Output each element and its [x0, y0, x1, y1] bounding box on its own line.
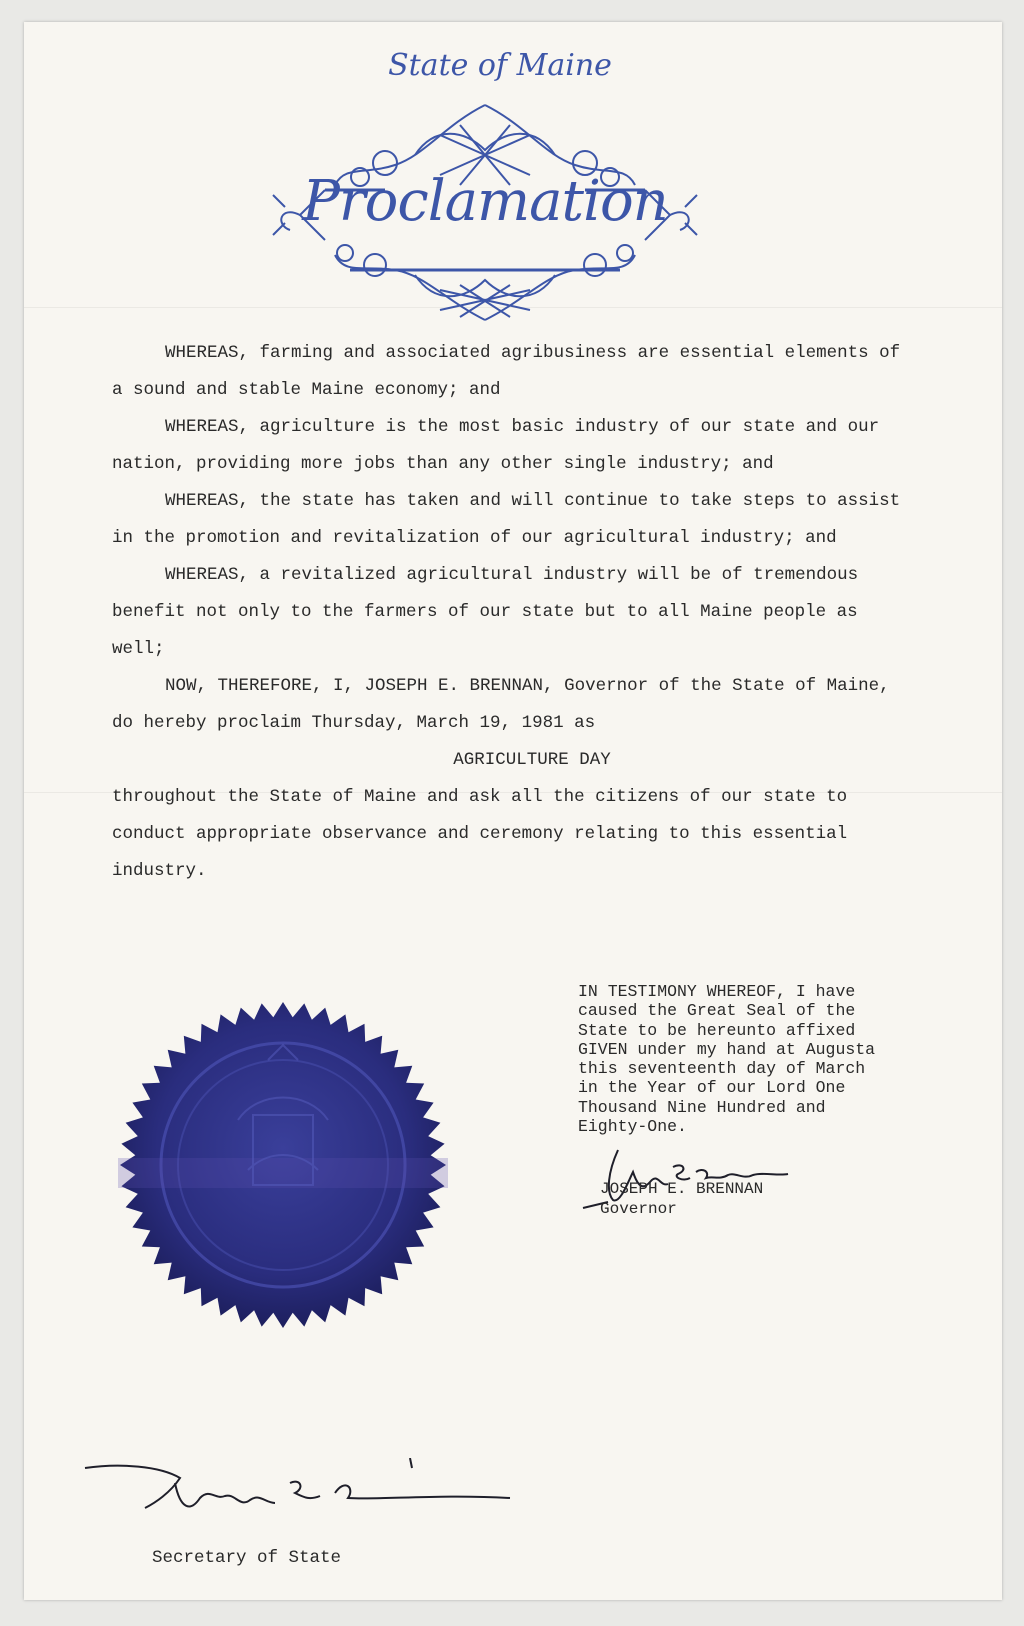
whereas-clause-3: WHEREAS, the state has taken and will continue to take steps to assist in the promotion and revitalization of our agricultural industry; and	[112, 491, 901, 548]
agriculture-day-heading: AGRICULTURE DAY	[453, 750, 611, 770]
state-of-maine-heading: State of Maine	[388, 48, 612, 83]
whereas-clause-4: WHEREAS, a revitalized agricultural industry will be of tremendous benefit not only to the farmers of our state but to all Maine people as well;	[112, 565, 859, 659]
governor-title: Governor	[600, 1200, 677, 1218]
testimony-block: IN TESTIMONY WHEREOF, I have caused the Great Seal of the State to be hereunto affixed GIVEN under my hand at Augusta this seventeenth day of March in the Year of our Lord One Thousand Nine Hundred and Eighty-One.	[578, 982, 876, 1137]
therefore-clause: NOW, THEREFORE, I, JOSEPH E. BRENNAN, Governor of the State of Maine, do hereby proclaim Thursday, March 19, 1981 as	[112, 676, 890, 733]
whereas-clause-2: WHEREAS, agriculture is the most basic industry of our state and our nation, providing more jobs than any other single industry; and	[112, 417, 880, 474]
proclamation-body	[112, 335, 912, 890]
closing-clause: throughout the State of Maine and ask all the citizens of our state to conduct appropriate observance and ceremony relating to this essential industry.	[112, 787, 848, 881]
great-seal-icon	[118, 1000, 448, 1330]
governor-name: JOSEPH E. BRENNAN	[600, 1180, 764, 1198]
secretary-of-state-label: Secretary of State	[152, 1548, 342, 1568]
whereas-clause-1: WHEREAS, farming and associated agribusiness are essential elements of a sound and stable Maine economy; and	[112, 343, 901, 400]
proclamation-ornament	[265, 95, 705, 340]
proclamation-title: Proclamation	[302, 169, 668, 234]
secretary-signature-icon	[80, 1458, 520, 1538]
